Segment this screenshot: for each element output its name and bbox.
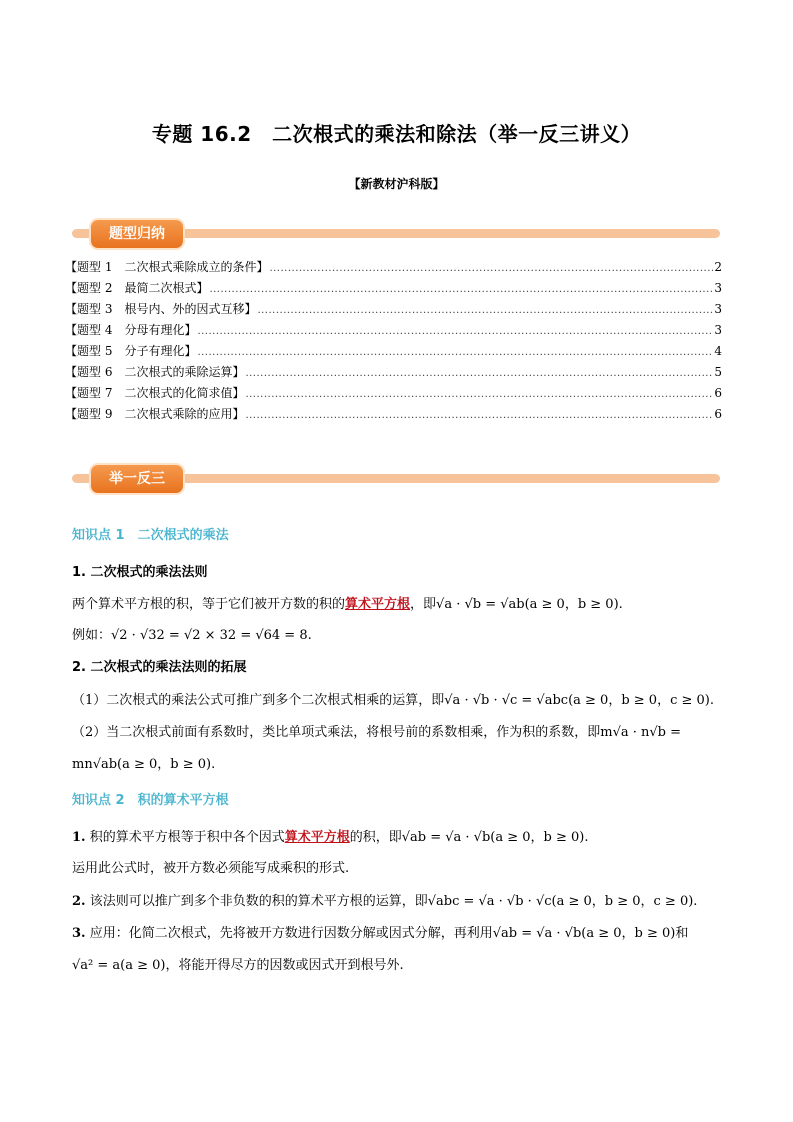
kp2-para-3b: √a² = a(a ≥ 0)，将能开得尽方的因数或因式开到根号外.: [72, 958, 404, 973]
rule-heading-1: 1. 二次根式的乘法法则: [72, 565, 208, 580]
extension-2-text: （2）当二次根式前面有系数时，类比单项式乘法，将根号前的系数相乘，作为积的系数，即m√a · n√b =: [72, 725, 682, 740]
emphasis-term: 算术平方根: [345, 597, 411, 612]
section-tab-toc: 题型归纳: [91, 220, 183, 248]
extension-1-text: （1）二次根式的乘法公式可推广到多个二次根式相乘的运算，即√a · √b · √c = √abc(a ≥ 0，b ≥ 0，c ≥ 0).: [72, 693, 714, 708]
page-title: 专题 16.2 二次根式的乘法和除法（举一反三讲义）: [151, 122, 642, 146]
table-of-contents: [65, 258, 722, 426]
toc-item[interactable]: 【题型 1 二次根式乘除成立的条件】 ..... 2: [65, 258, 722, 279]
toc-item[interactable]: 【题型 7 二次根式的化简求值】 ..... 6: [65, 384, 722, 405]
kp2-para-1: 1. 积的算术平方根等于积中各个因式算术平方根的积，即√ab = √a · √b(a ≥ 0，b ≥ 0).: [72, 830, 589, 845]
toc-item[interactable]: 【题型 9 二次根式乘除的应用】 ..... 6: [65, 405, 722, 426]
example-text: 例如：√2 · √32 = √2 × 32 = √64 = 8.: [72, 628, 312, 643]
kp2-para-1b: 运用此公式时，被开方数必须能写成乘积的形式.: [72, 861, 350, 876]
rule-heading-2: 2. 二次根式的乘法法则的拓展: [72, 660, 247, 675]
kp2-para-2: 2. 该法则可以推广到多个非负数的积的算术平方根的运算，即√abc = √a · √b · √c(a ≥ 0，b ≥ 0，c ≥ 0).: [72, 894, 698, 909]
section-tab-main: 举一反三: [91, 465, 183, 493]
toc-item[interactable]: 【题型 2 最简二次根式】 ..... 3: [65, 279, 722, 300]
toc-item[interactable]: 【题型 6 二次根式的乘除运算】 ..... 5: [65, 363, 722, 384]
toc-item[interactable]: 【题型 3 根号内、外的因式互移】 ..... 3: [65, 300, 722, 321]
knowledge-point-2-title: 知识点 2 积的算术平方根: [72, 793, 229, 808]
extension-2-text-cont: mn√ab(a ≥ 0，b ≥ 0).: [72, 757, 216, 772]
toc-item[interactable]: 【题型 4 分母有理化】 ..... 3: [65, 321, 722, 342]
edition-subtitle: 【新教材沪科版】: [348, 177, 445, 191]
toc-item[interactable]: 【题型 5 分子有理化】 ..... 4: [65, 342, 722, 363]
rule-text: 两个算术平方根的积，等于它们被开方数的积的算术平方根，即√a · √b = √ab(a ≥ 0，b ≥ 0).: [72, 597, 623, 612]
emphasis-term: 算术平方根: [284, 830, 350, 845]
kp2-para-3: 3. 应用：化简二次根式，先将被开方数进行因数分解或因式分解，再利用√ab = √a · √b(a ≥ 0，b ≥ 0)和: [72, 926, 689, 941]
knowledge-point-1-title: 知识点 1 二次根式的乘法: [72, 528, 229, 543]
